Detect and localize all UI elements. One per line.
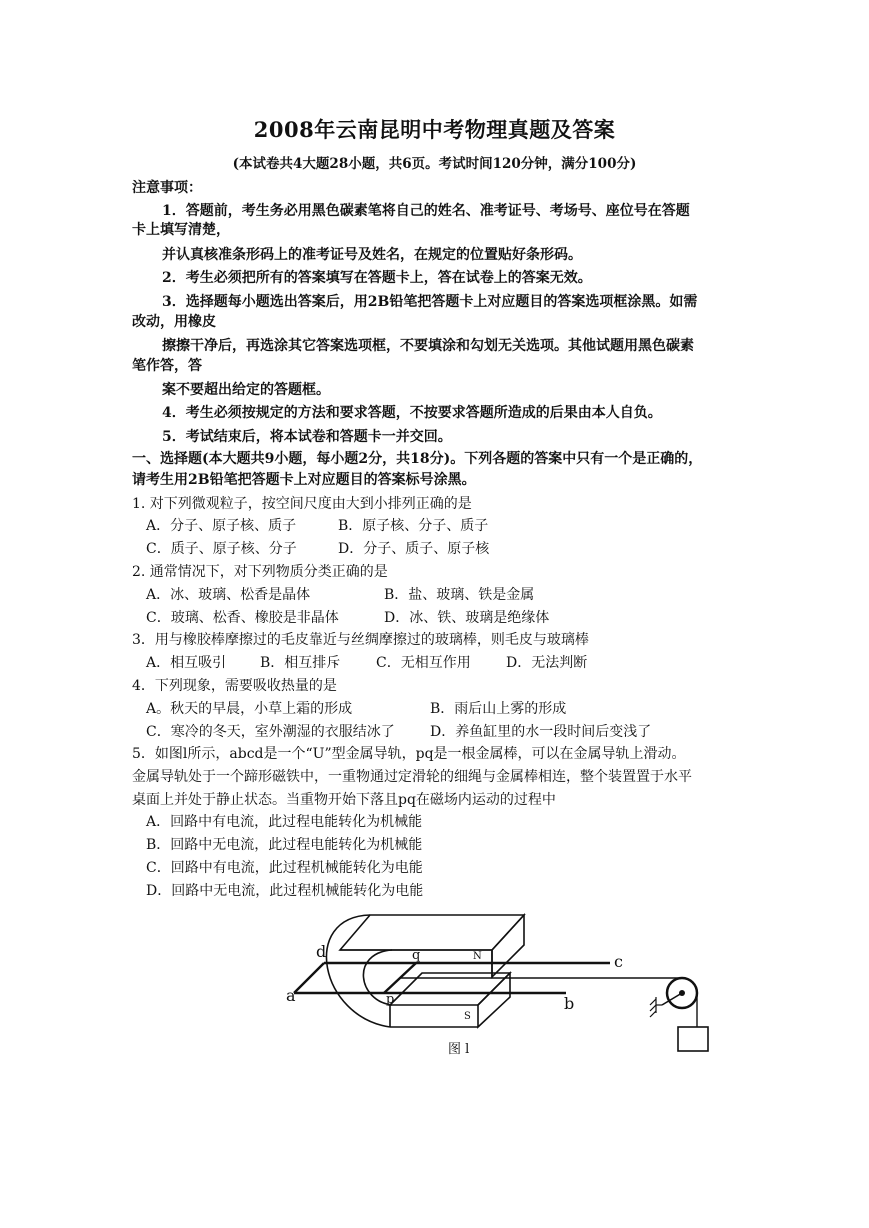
option-a: A。秋天的早晨，小草上霜的形成 (146, 701, 353, 717)
note-line: 卡上填写清楚， (132, 222, 230, 238)
magnet-s-side (478, 973, 510, 1027)
label-c: c (614, 952, 623, 971)
label-n: N (473, 951, 482, 962)
option-a: A．回路中有电流，此过程电能转化为机械能 (146, 814, 423, 830)
magnet-bend-outer (326, 915, 390, 1027)
note-line: 1．答题前，考生务必用黑色碳素笔将自己的姓名、准考证号、考场号、座位号在答题 (162, 203, 690, 219)
note-line: 2．考生必须把所有的答案填写在答题卡上，答在试卷上的答案无效。 (162, 270, 592, 286)
section-heading: 一、选择题(本大题共9小题，每小题2分，共18分)。下列各题的答案中只有一个是正确的， (132, 451, 703, 467)
option-a: A．分子、原子核、质子 (146, 518, 297, 534)
magnet-n-side (492, 915, 524, 977)
figure-1-diagram (280, 905, 720, 1060)
rail-ad (294, 963, 324, 993)
option-d: D．养鱼缸里的水一段时间后变浅了 (430, 724, 652, 740)
label-b: b (564, 994, 575, 1013)
note-line: 笔作答，答 (132, 358, 202, 374)
pulley-mount-hatch (650, 997, 662, 1017)
label-q: q (412, 948, 421, 963)
option-b: B．原子核、分子、质子 (338, 518, 489, 534)
option-d: D．冰、铁、玻璃是绝缘体 (384, 610, 550, 626)
note-line: 并认真核准条形码上的准考证号及姓名，在规定的位置贴好条形码。 (162, 247, 582, 263)
option-b: B．回路中无电流，此过程电能转化为机械能 (146, 837, 423, 853)
question-stem: 金属导轨处于一个蹄形磁铁中，一重物通过定滑轮的细绳与金属棒相连，整个装置置于水平 (132, 769, 692, 785)
note-line: 擦擦干净后，再选涂其它答案选项框，不要填涂和勾划无关选项。其他试题用黑色碳素 (162, 338, 694, 354)
note-line: 3．选择题每小题选出答案后，用2B铅笔把答题卡上对应题目的答案选项框涂黑。如需 (162, 294, 698, 310)
option-b: B．雨后山上雾的形成 (430, 701, 567, 717)
page-title: 2008年云南昆明中考物理真题及答案 (253, 117, 616, 142)
option-c: C．回路中有电流，此过程机械能转化为电能 (146, 860, 423, 876)
option-c: C．寒冷的冬天，室外潮湿的衣服结冰了 (146, 724, 395, 740)
note-line: 案不要超出给定的答题框。 (162, 382, 330, 398)
note-line: 5．考试结束后，将本试卷和答题卡一并交回。 (162, 429, 452, 445)
option-d: D．无法判断 (506, 655, 588, 671)
question-stem: 桌面上并处于静止状态。当重物开始下落且pq在磁场内运动的过程中 (132, 792, 556, 808)
option-d: D．回路中无电流，此过程机械能转化为电能 (146, 883, 424, 899)
question-stem: 1. 对下列微观粒子，按空间尺度由大到小排列正确的是 (132, 496, 472, 512)
hanging-weight (678, 1027, 708, 1051)
option-c: C．无相互作用 (376, 655, 471, 671)
label-s: S (464, 1011, 471, 1022)
label-d: d (316, 942, 327, 961)
label-a: a (286, 986, 296, 1005)
option-b: B．盐、玻璃、铁是金属 (384, 587, 535, 603)
option-c: C．质子、原子核、分子 (146, 541, 297, 557)
note-line: 改动，用橡皮 (132, 314, 216, 330)
option-b: B．相互排斥 (260, 655, 341, 671)
option-d: D．分子、质子、原子核 (338, 541, 490, 557)
section-heading: 请考生用2B铅笔把答题卡上对应题目的答案标号涂黑。 (132, 472, 476, 488)
label-p: p (386, 992, 395, 1007)
question-stem: 3．用与橡胶棒摩擦过的毛皮靠近与丝绸摩擦过的玻璃棒，则毛皮与玻璃棒 (132, 632, 589, 648)
note-line: 4．考生必须按规定的方法和要求答题，不按要求答题所造成的后果由本人自负。 (162, 405, 662, 421)
option-a: A．相互吸引 (146, 655, 227, 671)
question-stem: 5．如图l所示，abcd是一个“U”型金属导轨，pq是一根金属棒，可以在金属导轨上滑动。 (132, 746, 686, 762)
option-c: C．玻璃、松香、橡胶是非晶体 (146, 610, 339, 626)
page-subtitle: (本试卷共4大题28小题，共6页。考试时间120分钟，满分100分) (232, 156, 637, 172)
question-stem: 4．下列现象，需要吸收热量的是 (132, 678, 337, 694)
option-a: A．冰、玻璃、松香是晶体 (146, 587, 311, 603)
notes-heading: 注意事项： (132, 180, 202, 196)
figure-caption: 图 l (448, 1042, 470, 1057)
question-stem: 2. 通常情况下，对下列物质分类正确的是 (132, 564, 388, 580)
